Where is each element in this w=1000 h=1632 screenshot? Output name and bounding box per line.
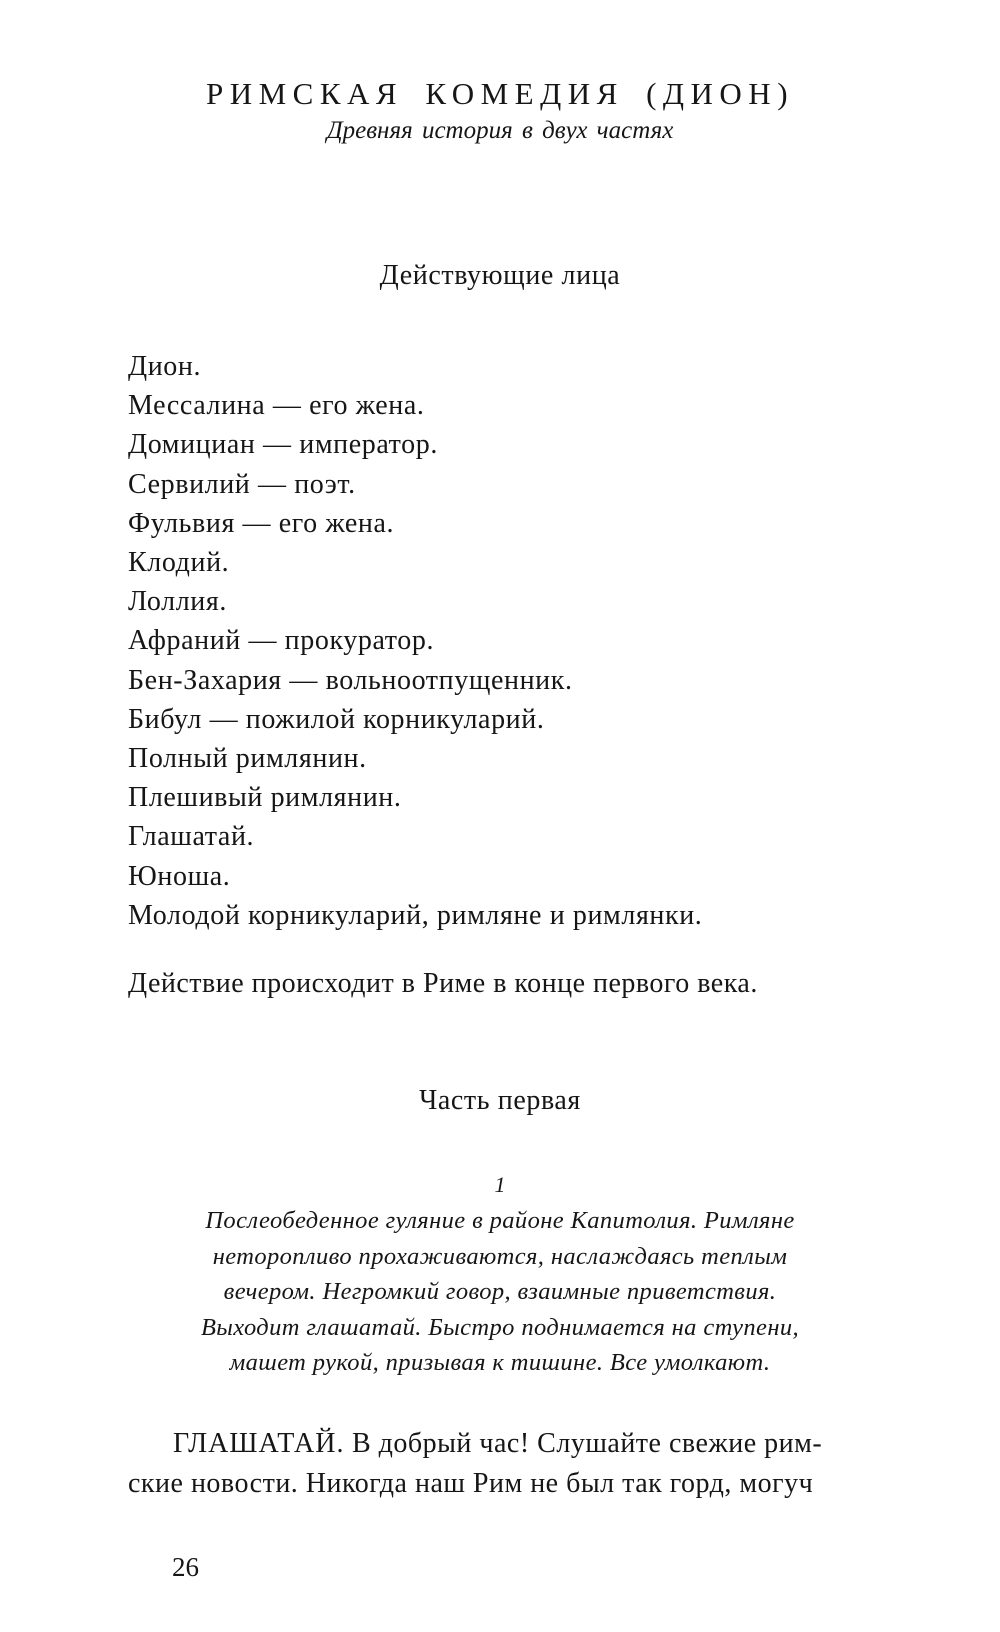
cast-item: Мессалина — его жена. bbox=[128, 390, 425, 422]
cast-list bbox=[128, 347, 702, 935]
scene-number: 1 bbox=[494, 1172, 506, 1197]
play-title: РИМСКАЯ КОМЕДИЯ (ДИОН) bbox=[205, 76, 795, 111]
cast-item: Юноша. bbox=[128, 860, 231, 892]
setting-note: Действие происходит в Риме в конце первого века. bbox=[128, 968, 758, 999]
stage-direction-line: вечером. Негромкий говор, взаимные приветствия. bbox=[223, 1278, 777, 1305]
cast-item: Дион. bbox=[128, 351, 202, 382]
cast-item: Глашатай. bbox=[128, 821, 255, 853]
cast-item: Полный римлянин. bbox=[128, 743, 367, 775]
cast-heading: Действующие лица bbox=[379, 260, 621, 291]
stage-direction-line: машет рукой, призывая к тишине. Все умолкают. bbox=[229, 1349, 771, 1376]
dialogue-line-1 bbox=[128, 1424, 933, 1464]
cast-item: Сервилий — поэт. bbox=[128, 468, 356, 500]
cast-item: Бен-Захария — вольноотпущенник. bbox=[128, 664, 573, 696]
stage-direction bbox=[0, 1203, 1000, 1381]
cast-item: Плешивый римлянин. bbox=[128, 782, 402, 814]
cast-item: Бибул — пожилой корникуларий. bbox=[128, 703, 545, 735]
cast-item: Молодой корникуларий, римляне и римлянки. bbox=[128, 899, 703, 931]
cast-item: Лоллия. bbox=[128, 586, 227, 618]
dialogue-text: В добрый час! Слушайте свежие рим- bbox=[351, 1428, 823, 1459]
stage-direction-line: неторопливо прохаживаются, наслаждаясь теплым bbox=[212, 1242, 788, 1270]
part-heading: Часть первая bbox=[419, 1085, 581, 1116]
play-subtitle: Древняя история в двух частях bbox=[326, 117, 674, 144]
stage-direction-line: Выходит глашатай. Быстро поднимается на ступени, bbox=[200, 1313, 800, 1341]
speaker-name: ГЛАШАТАЙ. bbox=[173, 1428, 345, 1459]
dialogue-line-2: ские новости. Никогда наш Рим не был так горд, могуч bbox=[128, 1468, 814, 1499]
cast-item: Фульвия — его жена. bbox=[128, 507, 395, 539]
dialogue-block bbox=[128, 1424, 933, 1504]
cast-item: Афраний — прокуратор. bbox=[128, 625, 435, 657]
cast-item: Домициан — император. bbox=[128, 429, 438, 461]
cast-item: Клодий. bbox=[128, 547, 230, 579]
stage-direction-line: Послеобеденное гуляние в районе Капитолия. Римляне bbox=[205, 1207, 795, 1234]
page-number: 26 bbox=[172, 1552, 199, 1582]
